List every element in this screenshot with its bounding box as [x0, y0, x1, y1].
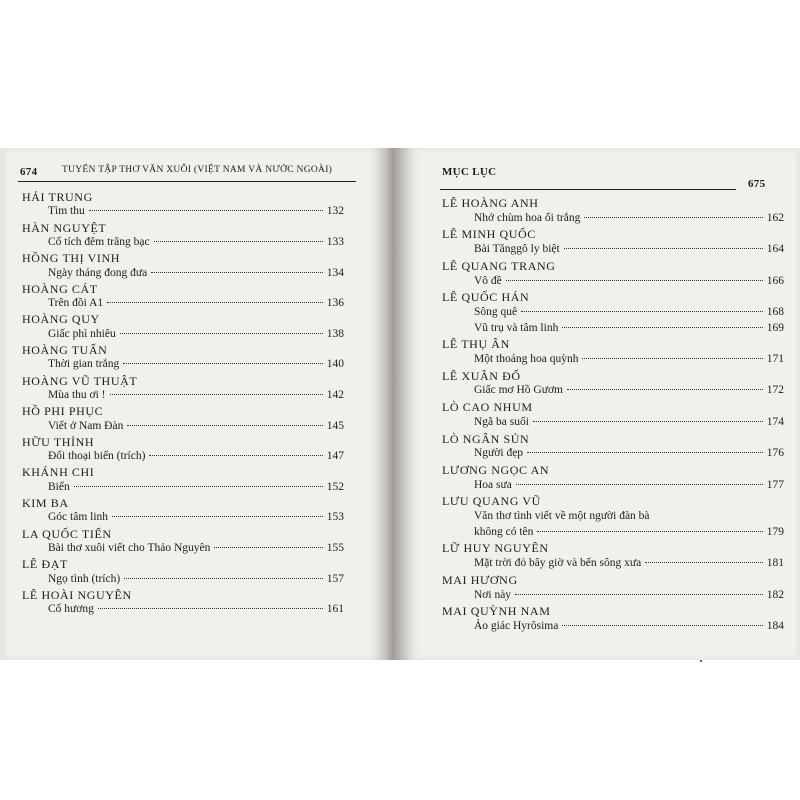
- dot-leader: [89, 210, 323, 211]
- dot-leader: [110, 394, 323, 395]
- dot-leader: [527, 452, 763, 453]
- toc-entry-title: Vô đề: [474, 274, 502, 287]
- toc-entry-title: Viết ở Nam Đàn: [48, 419, 124, 432]
- toc-entry-page: 136: [326, 297, 344, 310]
- toc-author: LA QUỐC TIẾN: [22, 526, 112, 541]
- left-running-title: TUYỂN TẬP THƠ VĂN XUÔI (VIỆT NAM VÀ NƯỚC NGOÀI): [62, 165, 333, 175]
- toc-author: HOÀNG QUY: [22, 312, 100, 327]
- toc-entry: [48, 573, 344, 585]
- toc-entry-title: Ngọ tình (trích): [48, 572, 121, 585]
- toc-title-line: Văn thơ tình viết về một người đàn bà: [474, 510, 650, 522]
- toc-entry: [48, 420, 344, 432]
- page-speck: [700, 660, 702, 662]
- toc-entry-page: 138: [326, 327, 344, 340]
- toc-entry: [474, 275, 784, 287]
- dot-leader: [112, 516, 323, 517]
- toc-entry-title: Mặt trời đỏ bây giờ và bến sông xưa: [474, 557, 642, 570]
- toc-entry-page: 184: [766, 619, 784, 632]
- toc-entry-page: 152: [326, 480, 344, 493]
- toc-entry: [48, 236, 344, 248]
- dot-leader: [124, 578, 323, 579]
- toc-entry-page: 133: [326, 235, 344, 248]
- toc-entry-title: Hoa sưa: [474, 478, 512, 491]
- toc-entry-title: Ngày tháng đong đưa: [48, 266, 148, 279]
- toc-author: HỒNG THỊ VINH: [22, 251, 121, 266]
- dot-leader: [562, 327, 762, 328]
- toc-entry: [48, 267, 344, 279]
- toc-entry-page: 134: [326, 266, 344, 279]
- dot-leader: [515, 594, 763, 595]
- toc-entry: [474, 620, 784, 632]
- toc-entry: [474, 589, 784, 601]
- toc-entry: [48, 450, 344, 462]
- toc-entry: [48, 511, 344, 523]
- toc-author: HỮU THỈNH: [22, 434, 95, 449]
- toc-entry: [474, 353, 784, 365]
- toc-entry-title: Tìm thu: [48, 205, 85, 218]
- dot-leader: [645, 562, 763, 563]
- toc-author: HỒ PHI PHỤC: [22, 404, 104, 419]
- toc-author: LỮ HUY NGUYÊN: [442, 541, 549, 556]
- toc-entry-page: 161: [326, 603, 344, 616]
- left-page-number: 674: [20, 166, 38, 178]
- dot-leader: [564, 248, 763, 249]
- toc-entry-page: 145: [326, 419, 344, 432]
- toc-author: KIM BA: [22, 496, 69, 510]
- toc-entry-title: Vũ trụ và tâm linh: [474, 321, 559, 334]
- dot-leader: [537, 531, 762, 532]
- toc-author: LƯU QUANG VŨ: [442, 494, 541, 509]
- toc-author: LÊ QUANG TRANG: [442, 258, 556, 273]
- toc-author: LÊ THỤ ÂN: [442, 337, 510, 352]
- toc-author: LÊ XUÂN ĐỐ: [442, 368, 521, 383]
- toc-entry-page: 182: [766, 588, 784, 601]
- toc-author: HOÀNG CÁT: [22, 281, 98, 296]
- toc-entry-page: 176: [766, 447, 784, 460]
- toc-entry-title: Người đẹp: [474, 447, 524, 460]
- dot-leader: [516, 484, 763, 485]
- toc-author: LÒ CAO NHUM: [442, 400, 533, 415]
- toc-entry: [474, 526, 784, 538]
- dot-leader: [521, 311, 763, 312]
- toc-entry-page: 179: [766, 525, 784, 538]
- toc-entry: [48, 542, 344, 554]
- toc-entry: [474, 306, 784, 318]
- toc-entry-page: 142: [326, 388, 344, 401]
- dot-leader: [533, 421, 763, 422]
- toc-entry: [48, 389, 344, 401]
- dot-leader: [120, 333, 323, 334]
- toc-entry-title: Sông quê: [474, 305, 518, 318]
- toc-author: LÊ MINH QUỐC: [442, 227, 536, 242]
- toc-entry: [48, 328, 344, 340]
- toc-entry-page: 181: [766, 557, 784, 570]
- toc-entry-title: Cổ tích đêm trăng bạc: [48, 235, 150, 248]
- toc-author: HOÀNG VŨ THUẬT: [22, 373, 138, 388]
- toc-entry-title: Ngã ba suối: [474, 415, 529, 428]
- toc-entry: [48, 297, 344, 309]
- book-gutter: [384, 148, 404, 660]
- dot-leader: [149, 455, 322, 456]
- toc-entry: [48, 205, 344, 217]
- toc-author: LÊ QUỐC HÁN: [442, 290, 530, 305]
- dot-leader: [582, 358, 762, 359]
- toc-entry-page: 177: [766, 478, 784, 491]
- toc-entry-title: Góc tâm linh: [48, 511, 109, 524]
- toc-entry: [48, 481, 344, 493]
- dot-leader: [127, 425, 322, 426]
- toc-entry-page: 171: [766, 353, 784, 365]
- toc-entry: [474, 416, 784, 428]
- toc-entry-page: 162: [766, 211, 784, 224]
- dot-leader: [151, 272, 323, 273]
- dot-leader: [107, 302, 323, 303]
- toc-entry-title: Mùa thu ơi !: [48, 388, 106, 401]
- left-header-rule: [18, 181, 356, 182]
- toc-entry-page: 132: [326, 205, 344, 218]
- toc-author: HÀN NGUYỆT: [22, 220, 107, 235]
- toc-author: LÒ NGÂN SỦN: [442, 431, 530, 446]
- toc-entry-page: 155: [326, 541, 344, 554]
- toc-entry: [474, 322, 784, 334]
- toc-entry-title: Giấc phì nhiêu: [48, 327, 116, 340]
- toc-entry-title: Bài Tănggô ly biệt: [474, 243, 560, 256]
- toc-entry: [474, 243, 784, 255]
- toc-author: MAI QUỲNH NAM: [442, 604, 551, 619]
- right-page-number: 675: [748, 178, 766, 190]
- toc-author: MAI HƯƠNG: [442, 572, 518, 587]
- toc-entry: [474, 384, 784, 396]
- toc-entry-title: Trên đồi A1: [48, 297, 104, 310]
- toc-entry-page: 153: [326, 511, 344, 524]
- toc-entry-page: 169: [766, 321, 784, 334]
- dot-leader: [567, 389, 763, 390]
- dot-leader: [154, 241, 323, 242]
- dot-leader: [562, 625, 762, 626]
- toc-entry: [474, 557, 784, 569]
- toc-entry-title: Giấc mơ Hồ Gươm: [474, 384, 563, 397]
- toc-entry-page: 166: [766, 274, 784, 287]
- toc-entry: [474, 447, 784, 459]
- dot-leader: [584, 217, 762, 218]
- right-header-rule: [440, 189, 736, 190]
- toc-entry: [474, 212, 784, 224]
- toc-entry-page: 157: [326, 572, 344, 585]
- toc-entry: [48, 603, 344, 615]
- toc-author: HOÀNG TUẤN: [22, 343, 108, 357]
- toc-entry-title: Biển: [48, 480, 70, 493]
- dot-leader: [506, 280, 763, 281]
- dot-leader: [214, 547, 322, 548]
- toc-entry-title: Nhớ chùm hoa ổi trắng: [474, 211, 581, 224]
- toc-author: LƯƠNG NGỌC AN: [442, 462, 550, 477]
- toc-entry-page: 140: [326, 358, 344, 371]
- toc-entry-title: Đối thoại biển (trích): [48, 450, 146, 463]
- toc-author: LÊ ĐẠT: [22, 557, 68, 572]
- toc-entry-title: Thời gian trắng: [48, 358, 120, 371]
- toc-entry-title: Một thoáng hoa quỳnh: [474, 353, 579, 365]
- toc-entry-page: 168: [766, 305, 784, 318]
- toc-entry-page: 147: [326, 450, 344, 463]
- toc-entry: [474, 479, 784, 491]
- toc-author: KHÁNH CHI: [22, 465, 95, 480]
- toc-entry-page: 164: [766, 243, 784, 256]
- toc-entry-page: 172: [766, 384, 784, 397]
- toc-entry: [48, 358, 344, 370]
- toc-entry-title: Nơi này: [474, 588, 512, 601]
- toc-author: HẢI TRUNG: [22, 190, 93, 204]
- dot-leader: [123, 363, 323, 364]
- toc-entry-title: Ảo giác Hyrôsima: [474, 619, 559, 632]
- toc-entry-title: Cố hương: [48, 603, 94, 616]
- dot-leader: [98, 608, 323, 609]
- dot-leader: [74, 486, 323, 487]
- toc-author: LÊ HOÀNG ANH: [442, 196, 539, 210]
- toc-entry-page: 174: [766, 415, 784, 428]
- toc-entry-title: Bài thơ xuôi viết cho Thảo Nguyên: [48, 541, 211, 554]
- toc-entry-title: không có tên: [474, 525, 534, 538]
- toc-author: LÊ HOÀI NGUYÊN: [22, 587, 132, 602]
- right-running-title: MỤC LỤC: [442, 166, 497, 178]
